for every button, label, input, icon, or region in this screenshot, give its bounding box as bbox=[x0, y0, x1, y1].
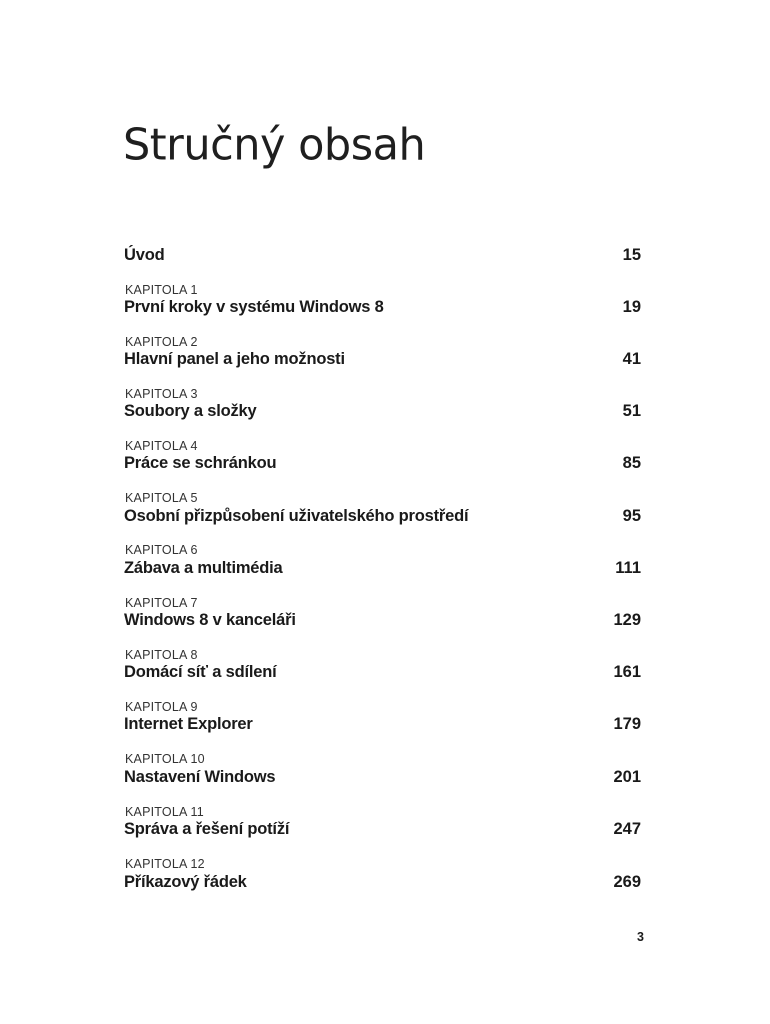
toc-entry-title: Internet Explorer bbox=[124, 715, 253, 733]
chapter-label: KAPITOLA 1 bbox=[125, 283, 198, 297]
toc-entry-title: Hlavní panel a jeho možnosti bbox=[124, 350, 345, 368]
toc-entry-row bbox=[124, 454, 641, 473]
toc-entry-page-number: 19 bbox=[622, 298, 641, 316]
toc-entry-page-number: 51 bbox=[622, 402, 641, 420]
toc-entry-title: Úvod bbox=[124, 246, 165, 264]
toc-entry-title: Správa a řešení potíží bbox=[124, 820, 290, 838]
toc-entry-row bbox=[124, 611, 641, 630]
toc-entry-row bbox=[124, 350, 641, 369]
chapter-label: KAPITOLA 12 bbox=[125, 857, 205, 871]
toc-entry-title: Nastavení Windows bbox=[124, 768, 276, 786]
toc-entry-title: Práce se schránkou bbox=[124, 454, 277, 472]
page-title: Stručný obsah bbox=[123, 119, 426, 171]
toc-entry-title: Domácí síť a sdílení bbox=[124, 663, 277, 681]
toc-entry-row bbox=[124, 402, 641, 421]
toc-entry-page-number: 129 bbox=[613, 611, 641, 629]
toc-entry-page-number: 161 bbox=[613, 663, 641, 681]
toc-entry-page-number: 15 bbox=[622, 246, 641, 264]
toc-entry-page-number: 41 bbox=[622, 350, 641, 368]
toc-entry-page-number: 201 bbox=[613, 768, 641, 786]
toc-entry-row bbox=[124, 663, 641, 682]
toc-entry-title: Zábava a multimédia bbox=[124, 559, 283, 577]
chapter-label: KAPITOLA 3 bbox=[125, 387, 198, 401]
toc-entry-row bbox=[124, 768, 641, 787]
toc-entry-title: Windows 8 v kanceláři bbox=[124, 611, 296, 629]
chapter-label: KAPITOLA 4 bbox=[125, 439, 198, 453]
toc-entry-page-number: 85 bbox=[622, 454, 641, 472]
chapter-label: KAPITOLA 7 bbox=[125, 596, 198, 610]
toc-entry-title: První kroky v systému Windows 8 bbox=[124, 298, 384, 316]
toc-entry-page-number: 269 bbox=[613, 873, 641, 891]
toc-entry-row bbox=[124, 559, 641, 578]
toc-entry-title: Příkazový řádek bbox=[124, 873, 247, 891]
chapter-label: KAPITOLA 8 bbox=[125, 648, 198, 662]
toc-entry-row bbox=[124, 298, 641, 317]
chapter-label: KAPITOLA 5 bbox=[125, 491, 198, 505]
toc-entry-row bbox=[124, 507, 641, 526]
toc-entry-row bbox=[124, 820, 641, 839]
chapter-label: KAPITOLA 11 bbox=[125, 805, 204, 819]
chapter-label: KAPITOLA 6 bbox=[125, 543, 198, 557]
toc-entry-page-number: 247 bbox=[613, 820, 641, 838]
chapter-label: KAPITOLA 9 bbox=[125, 700, 198, 714]
toc-entry-page-number: 95 bbox=[622, 507, 641, 525]
page-number-folio: 3 bbox=[637, 930, 644, 944]
chapter-label: KAPITOLA 10 bbox=[125, 752, 205, 766]
toc-entry-page-number: 179 bbox=[613, 715, 641, 733]
toc-entry-row bbox=[124, 715, 641, 734]
toc-entry-title: Osobní přizpůsobení uživatelského prostředí bbox=[124, 507, 469, 525]
toc-entry-row bbox=[124, 246, 641, 265]
toc-entry-title: Soubory a složky bbox=[124, 402, 257, 420]
toc-entry-row bbox=[124, 873, 641, 892]
chapter-label: KAPITOLA 2 bbox=[125, 335, 198, 349]
toc-entry-page-number: 111 bbox=[615, 559, 641, 577]
